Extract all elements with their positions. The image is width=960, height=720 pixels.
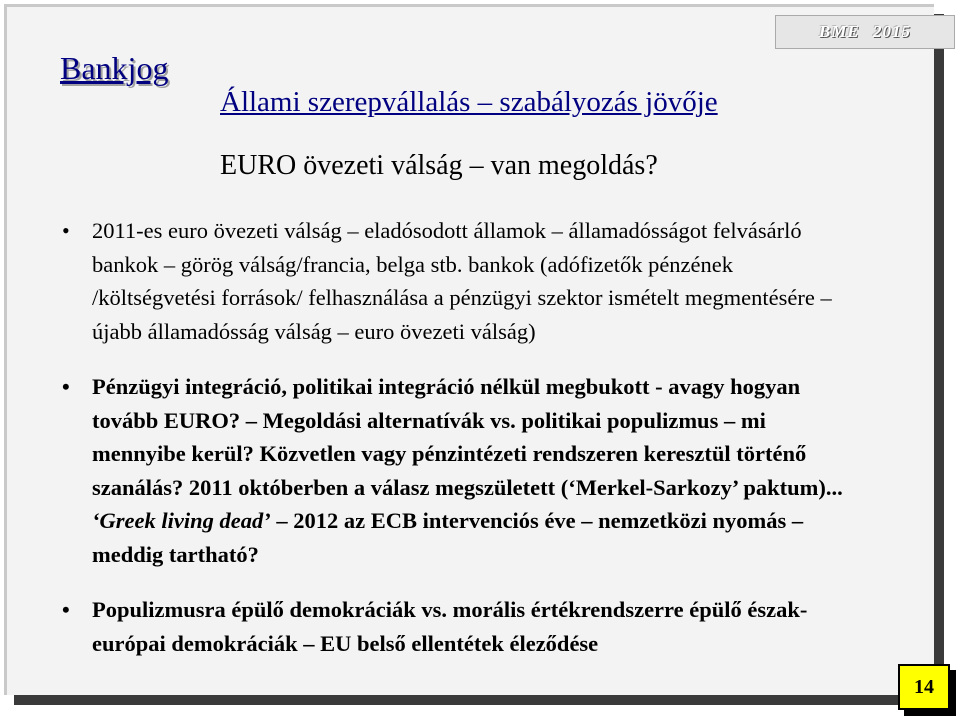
bullet-icon: • (62, 218, 70, 243)
slide-subtitle: Állami szerepvállalás – szabályozás jövője (220, 86, 718, 118)
section-heading: EURO övezeti válság – van megoldás? (220, 150, 658, 181)
bme-badge: BME 2015 (775, 15, 955, 49)
bullet-text-2b: – 2012 az ECB intervenciós éve – nemzetközi nyomás – meddig tartható? (92, 508, 804, 567)
slide-title: Bankjog (60, 50, 169, 86)
bullet-icon: • (62, 374, 70, 399)
bullet-text-1: 2011-es euro övezeti válság – eladósodott államok – államadósságot felvásárló bankok – görög válság/francia, belga stb. bankok (adófizetők pénzének /költségvetési források/ felhasználása a pénzügyi szektor ismételt megmentésére – újabb államadósság válság – euro övezeti válság) (92, 218, 832, 344)
bullet-text-2a: Pénzügyi integráció, politikai integráció nélkül megbukott - avagy hogyan tovább EURO? – Megoldási alternatívák vs. politikai populizmus – mi mennyibe kerül? Közvetlen vagy pénzintézeti rendszeren keresztül történő szanálás? 2011 októberben a válasz megszületett (‘Merkel-Sarkozy’ paktum)... (92, 374, 843, 500)
bullet-item-3 (62, 593, 862, 660)
bullet-text-2-italic: ‘Greek living dead’ (92, 508, 271, 533)
bullet-item-2 (62, 370, 862, 571)
page-number: 14 (898, 664, 950, 710)
bullet-item-1 (62, 214, 862, 348)
bullet-text-3: Populizmusra épülő demokráciák vs. morális értékrendszerre épülő észak-európai demokráciák – EU belső ellentétek éleződése (92, 597, 808, 656)
bullet-list (62, 214, 862, 660)
bullet-icon: • (62, 597, 70, 622)
